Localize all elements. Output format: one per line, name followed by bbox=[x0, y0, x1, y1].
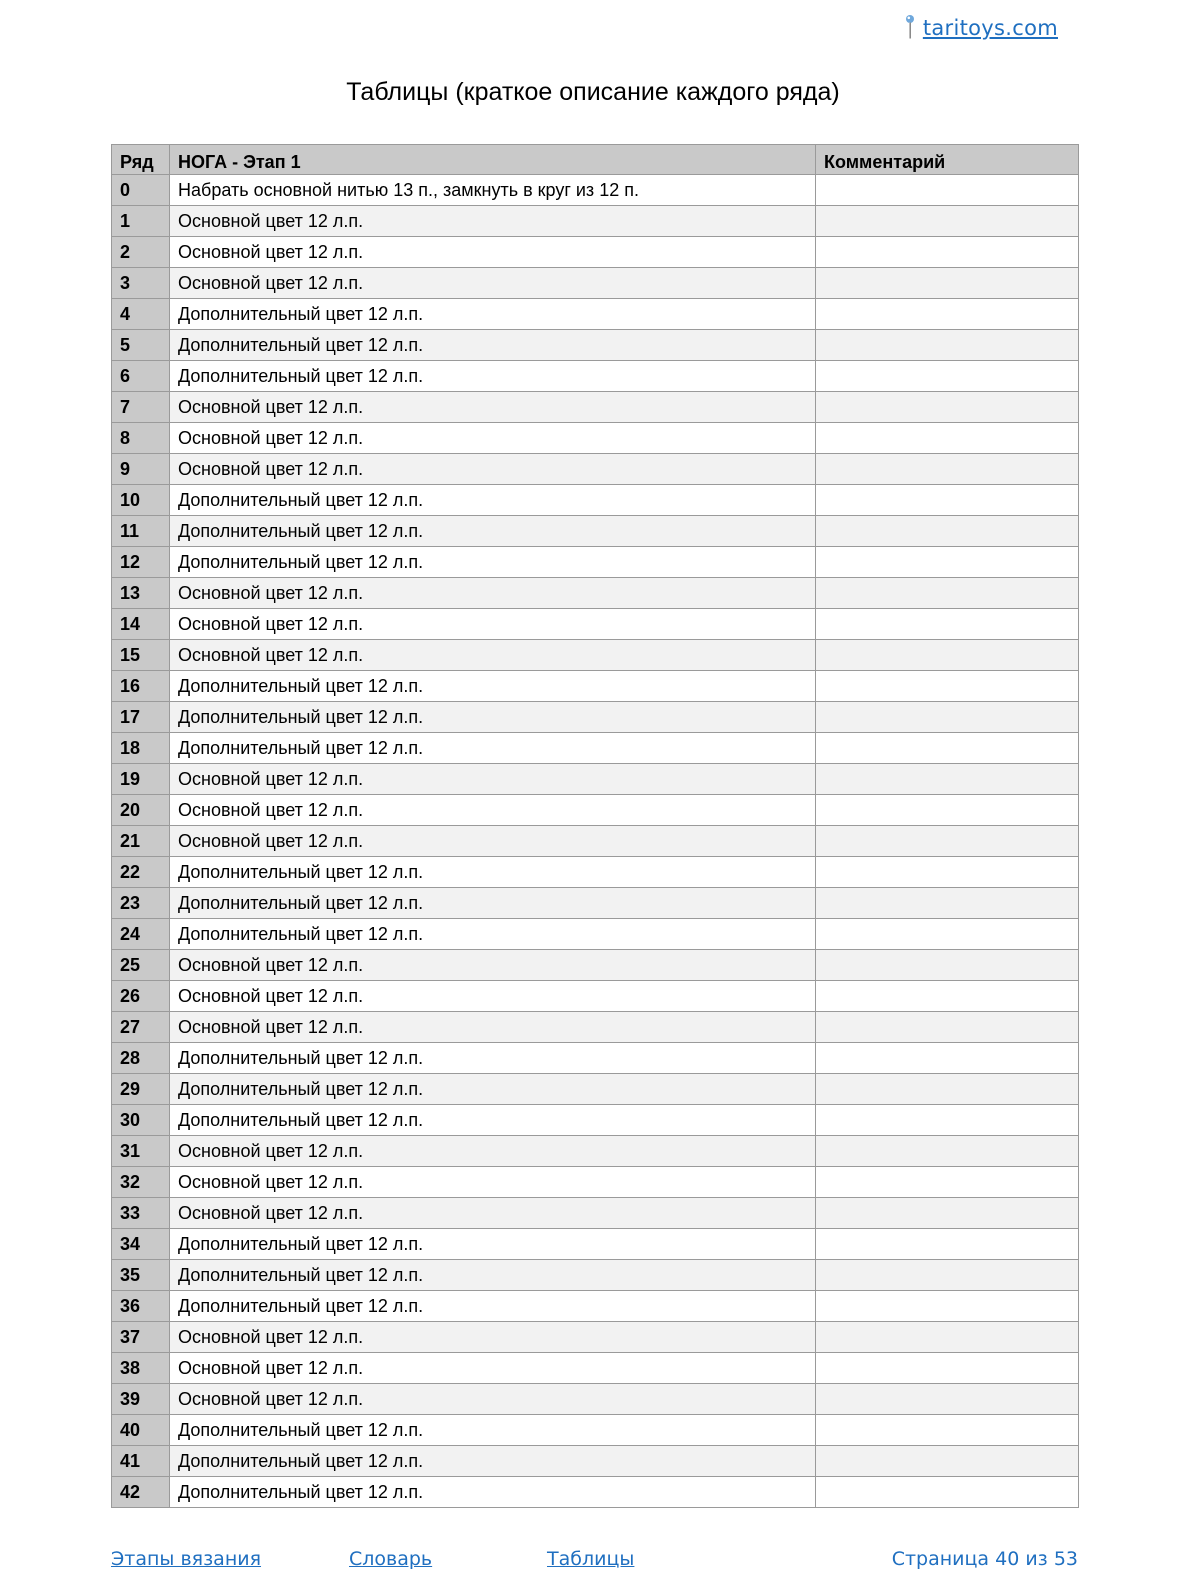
table-row bbox=[112, 640, 1079, 671]
row-comment-cell bbox=[816, 795, 1079, 826]
page-title: Таблицы (краткое описание каждого ряда) bbox=[346, 78, 840, 106]
table-row bbox=[112, 1260, 1079, 1291]
row-description-cell: Дополнительный цвет 12 л.п. bbox=[170, 299, 816, 330]
row-comment-cell bbox=[816, 1167, 1079, 1198]
row-comment-cell bbox=[816, 1074, 1079, 1105]
table-row bbox=[112, 1291, 1079, 1322]
row-comment-cell bbox=[816, 1322, 1079, 1353]
table-row bbox=[112, 733, 1079, 764]
row-number-cell: 26 bbox=[112, 981, 170, 1012]
row-comment-cell bbox=[816, 547, 1079, 578]
row-number-cell: 33 bbox=[112, 1198, 170, 1229]
table-row bbox=[112, 1167, 1079, 1198]
row-description-cell: Основной цвет 12 л.п. bbox=[170, 1198, 816, 1229]
table-header-row bbox=[112, 145, 1079, 175]
row-comment-cell bbox=[816, 981, 1079, 1012]
row-comment-cell bbox=[816, 857, 1079, 888]
table-row bbox=[112, 1074, 1079, 1105]
table-row bbox=[112, 330, 1079, 361]
row-comment-cell bbox=[816, 1260, 1079, 1291]
row-number-cell: 24 bbox=[112, 919, 170, 950]
row-description-cell: Основной цвет 12 л.п. bbox=[170, 454, 816, 485]
row-number-cell: 23 bbox=[112, 888, 170, 919]
row-description-cell: Дополнительный цвет 12 л.п. bbox=[170, 1415, 816, 1446]
row-comment-cell bbox=[816, 1384, 1079, 1415]
row-number-cell: 34 bbox=[112, 1229, 170, 1260]
row-number-cell: 5 bbox=[112, 330, 170, 361]
row-number-cell: 25 bbox=[112, 950, 170, 981]
row-description-cell: Основной цвет 12 л.п. bbox=[170, 1353, 816, 1384]
row-number-cell: 41 bbox=[112, 1446, 170, 1477]
table-row bbox=[112, 888, 1079, 919]
row-number-cell: 12 bbox=[112, 547, 170, 578]
row-number-cell: 15 bbox=[112, 640, 170, 671]
table-row bbox=[112, 671, 1079, 702]
row-number-cell: 35 bbox=[112, 1260, 170, 1291]
row-description-cell: Дополнительный цвет 12 л.п. bbox=[170, 1477, 816, 1508]
row-number-cell: 32 bbox=[112, 1167, 170, 1198]
row-comment-cell bbox=[816, 299, 1079, 330]
table-row bbox=[112, 175, 1079, 206]
row-description-cell: Основной цвет 12 л.п. bbox=[170, 795, 816, 826]
row-comment-cell bbox=[816, 237, 1079, 268]
table-row bbox=[112, 516, 1079, 547]
row-description-cell: Дополнительный цвет 12 л.п. bbox=[170, 702, 816, 733]
row-comment-cell bbox=[816, 392, 1079, 423]
row-description-cell: Дополнительный цвет 12 л.п. bbox=[170, 1043, 816, 1074]
row-number-cell: 29 bbox=[112, 1074, 170, 1105]
row-comment-cell bbox=[816, 1291, 1079, 1322]
site-logo[interactable] bbox=[901, 14, 1058, 40]
row-description-cell: Основной цвет 12 л.п. bbox=[170, 268, 816, 299]
row-description-cell: Основной цвет 12 л.п. bbox=[170, 1012, 816, 1043]
footer-link-tables[interactable]: Таблицы bbox=[547, 1548, 635, 1570]
row-number-cell: 37 bbox=[112, 1322, 170, 1353]
row-comment-cell bbox=[816, 423, 1079, 454]
row-description-cell: Дополнительный цвет 12 л.п. bbox=[170, 1291, 816, 1322]
row-number-cell: 27 bbox=[112, 1012, 170, 1043]
table-row bbox=[112, 795, 1079, 826]
row-description-cell: Основной цвет 12 л.п. bbox=[170, 640, 816, 671]
table-row bbox=[112, 1353, 1079, 1384]
column-header-description: НОГА - Этап 1 bbox=[170, 145, 816, 175]
row-comment-cell bbox=[816, 1198, 1079, 1229]
row-number-cell: 2 bbox=[112, 237, 170, 268]
row-comment-cell bbox=[816, 361, 1079, 392]
table-row bbox=[112, 268, 1079, 299]
row-description-cell: Основной цвет 12 л.п. bbox=[170, 237, 816, 268]
row-number-cell: 38 bbox=[112, 1353, 170, 1384]
row-comment-cell bbox=[816, 733, 1079, 764]
table-row bbox=[112, 950, 1079, 981]
row-comment-cell bbox=[816, 950, 1079, 981]
row-comment-cell bbox=[816, 454, 1079, 485]
row-comment-cell bbox=[816, 702, 1079, 733]
row-description-cell: Дополнительный цвет 12 л.п. bbox=[170, 1260, 816, 1291]
row-comment-cell bbox=[816, 330, 1079, 361]
table-row bbox=[112, 423, 1079, 454]
row-comment-cell bbox=[816, 1477, 1079, 1508]
table-row bbox=[112, 485, 1079, 516]
table-row bbox=[112, 1322, 1079, 1353]
row-number-cell: 13 bbox=[112, 578, 170, 609]
row-comment-cell bbox=[816, 1446, 1079, 1477]
table-row bbox=[112, 702, 1079, 733]
row-description-cell: Основной цвет 12 л.п. bbox=[170, 981, 816, 1012]
footer-link-knitting-stages[interactable]: Этапы вязания bbox=[111, 1548, 262, 1570]
table-row bbox=[112, 237, 1079, 268]
table-row bbox=[112, 826, 1079, 857]
row-comment-cell bbox=[816, 1353, 1079, 1384]
row-number-cell: 31 bbox=[112, 1136, 170, 1167]
row-comment-cell bbox=[816, 1136, 1079, 1167]
row-number-cell: 20 bbox=[112, 795, 170, 826]
row-description-cell: Основной цвет 12 л.п. bbox=[170, 1384, 816, 1415]
row-number-cell: 21 bbox=[112, 826, 170, 857]
footer-link-glossary[interactable]: Словарь bbox=[349, 1548, 433, 1570]
table-row bbox=[112, 547, 1079, 578]
row-comment-cell bbox=[816, 764, 1079, 795]
row-description-cell: Основной цвет 12 л.п. bbox=[170, 950, 816, 981]
table-row bbox=[112, 1198, 1079, 1229]
page-counter: Страница 40 из 53 bbox=[891, 1548, 1078, 1570]
row-description-cell: Дополнительный цвет 12 л.п. bbox=[170, 485, 816, 516]
row-number-cell: 30 bbox=[112, 1105, 170, 1136]
column-header-comment: Комментарий bbox=[816, 145, 1079, 175]
table-row bbox=[112, 1043, 1079, 1074]
rows-table bbox=[111, 144, 1079, 1508]
row-comment-cell bbox=[816, 578, 1079, 609]
row-number-cell: 19 bbox=[112, 764, 170, 795]
row-number-cell: 6 bbox=[112, 361, 170, 392]
row-description-cell: Дополнительный цвет 12 л.п. bbox=[170, 330, 816, 361]
table-row bbox=[112, 454, 1079, 485]
table-row bbox=[112, 1229, 1079, 1260]
row-number-cell: 39 bbox=[112, 1384, 170, 1415]
table-row bbox=[112, 1446, 1079, 1477]
table-row bbox=[112, 578, 1079, 609]
row-description-cell: Основной цвет 12 л.п. bbox=[170, 1167, 816, 1198]
row-number-cell: 9 bbox=[112, 454, 170, 485]
row-description-cell: Дополнительный цвет 12 л.п. bbox=[170, 919, 816, 950]
row-comment-cell bbox=[816, 888, 1079, 919]
table-row bbox=[112, 1477, 1079, 1508]
table-row bbox=[112, 392, 1079, 423]
row-description-cell: Дополнительный цвет 12 л.п. bbox=[170, 547, 816, 578]
row-comment-cell bbox=[816, 609, 1079, 640]
row-number-cell: 17 bbox=[112, 702, 170, 733]
row-comment-cell bbox=[816, 640, 1079, 671]
table-row bbox=[112, 206, 1079, 237]
row-description-cell: Дополнительный цвет 12 л.п. bbox=[170, 857, 816, 888]
table-row bbox=[112, 919, 1079, 950]
row-number-cell: 4 bbox=[112, 299, 170, 330]
row-number-cell: 42 bbox=[112, 1477, 170, 1508]
row-number-cell: 11 bbox=[112, 516, 170, 547]
table-row bbox=[112, 1136, 1079, 1167]
table-row bbox=[112, 764, 1079, 795]
row-description-cell: Дополнительный цвет 12 л.п. bbox=[170, 1074, 816, 1105]
row-description-cell: Дополнительный цвет 12 л.п. bbox=[170, 888, 816, 919]
row-description-cell: Основной цвет 12 л.п. bbox=[170, 826, 816, 857]
row-description-cell: Дополнительный цвет 12 л.п. bbox=[170, 1446, 816, 1477]
row-description-cell: Дополнительный цвет 12 л.п. bbox=[170, 1105, 816, 1136]
row-number-cell: 28 bbox=[112, 1043, 170, 1074]
table-row bbox=[112, 609, 1079, 640]
row-number-cell: 14 bbox=[112, 609, 170, 640]
row-comment-cell bbox=[816, 516, 1079, 547]
row-description-cell: Основной цвет 12 л.п. bbox=[170, 206, 816, 237]
row-number-cell: 8 bbox=[112, 423, 170, 454]
pin-icon bbox=[901, 14, 919, 40]
row-number-cell: 36 bbox=[112, 1291, 170, 1322]
row-description-cell: Дополнительный цвет 12 л.п. bbox=[170, 733, 816, 764]
row-description-cell: Набрать основной нитью 13 п., замкнуть в круг из 12 п. bbox=[170, 175, 816, 206]
row-description-cell: Основной цвет 12 л.п. bbox=[170, 423, 816, 454]
table-row bbox=[112, 361, 1079, 392]
table-row bbox=[112, 1105, 1079, 1136]
footer-nav bbox=[111, 1548, 1078, 1576]
table-row bbox=[112, 1415, 1079, 1446]
row-comment-cell bbox=[816, 1043, 1079, 1074]
row-comment-cell bbox=[816, 826, 1079, 857]
row-number-cell: 18 bbox=[112, 733, 170, 764]
row-description-cell: Дополнительный цвет 12 л.п. bbox=[170, 671, 816, 702]
row-number-cell: 16 bbox=[112, 671, 170, 702]
row-description-cell: Основной цвет 12 л.п. bbox=[170, 609, 816, 640]
row-comment-cell bbox=[816, 485, 1079, 516]
row-number-cell: 3 bbox=[112, 268, 170, 299]
row-description-cell: Дополнительный цвет 12 л.п. bbox=[170, 361, 816, 392]
logo-link[interactable]: taritoys.com bbox=[922, 16, 1058, 40]
row-comment-cell bbox=[816, 1415, 1079, 1446]
row-number-cell: 40 bbox=[112, 1415, 170, 1446]
table-row bbox=[112, 857, 1079, 888]
row-description-cell: Основной цвет 12 л.п. bbox=[170, 1322, 816, 1353]
table-body bbox=[112, 175, 1079, 1508]
row-comment-cell bbox=[816, 206, 1079, 237]
row-comment-cell bbox=[816, 175, 1079, 206]
row-description-cell: Основной цвет 12 л.п. bbox=[170, 392, 816, 423]
row-comment-cell bbox=[816, 1105, 1079, 1136]
row-comment-cell bbox=[816, 1012, 1079, 1043]
row-number-cell: 22 bbox=[112, 857, 170, 888]
row-comment-cell bbox=[816, 919, 1079, 950]
row-comment-cell bbox=[816, 1229, 1079, 1260]
row-comment-cell bbox=[816, 671, 1079, 702]
row-description-cell: Дополнительный цвет 12 л.п. bbox=[170, 1229, 816, 1260]
table-row bbox=[112, 1012, 1079, 1043]
table-row bbox=[112, 299, 1079, 330]
row-comment-cell bbox=[816, 268, 1079, 299]
table-row bbox=[112, 1384, 1079, 1415]
row-description-cell: Основной цвет 12 л.п. bbox=[170, 1136, 816, 1167]
row-number-cell: 10 bbox=[112, 485, 170, 516]
row-number-cell: 0 bbox=[112, 175, 170, 206]
row-description-cell: Основной цвет 12 л.п. bbox=[170, 578, 816, 609]
column-header-row-number: Ряд bbox=[112, 145, 170, 175]
row-number-cell: 7 bbox=[112, 392, 170, 423]
table-row bbox=[112, 981, 1079, 1012]
row-description-cell: Основной цвет 12 л.п. bbox=[170, 764, 816, 795]
row-description-cell: Дополнительный цвет 12 л.п. bbox=[170, 516, 816, 547]
row-number-cell: 1 bbox=[112, 206, 170, 237]
